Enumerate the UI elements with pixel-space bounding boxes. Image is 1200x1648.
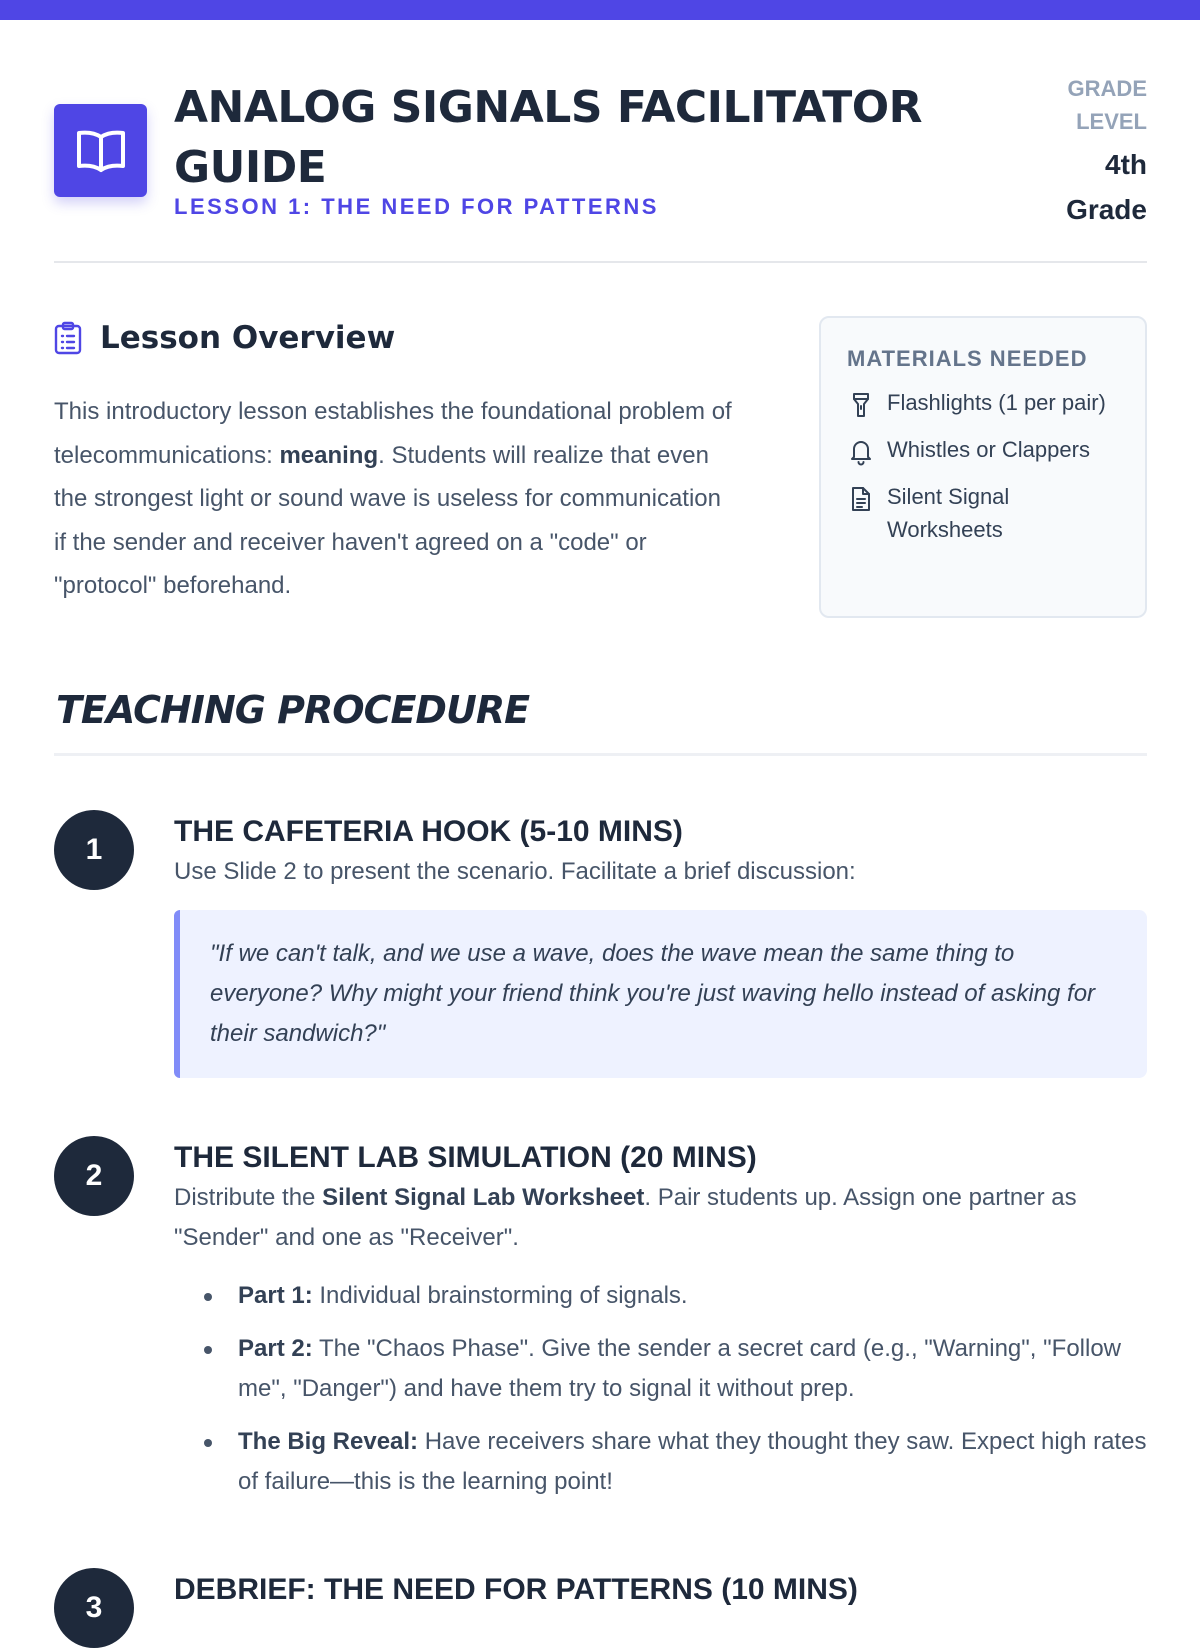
procedure-title: TEACHING PROCEDURE <box>56 688 530 732</box>
overview-title: Lesson Overview <box>100 320 396 356</box>
discussion-quote: "If we can't talk, and we use a wave, does the wave mean the same thing to everyone? Why might your friend think you're just waving hello instead of asking for their sandwich?" <box>174 910 1147 1078</box>
step-title: THE SILENT LAB SIMULATION (20 MINS) <box>174 1141 757 1174</box>
procedure-divider <box>54 753 1147 756</box>
top-accent-bar <box>0 0 1200 20</box>
bell-icon <box>847 439 875 465</box>
step-number-badge: 3 <box>54 1568 134 1648</box>
step-number-badge: 2 <box>54 1136 134 1216</box>
list-item: The Big Reveal: Have receivers share what they thought they saw. Expect high rates of failure—this is the learning point! <box>201 1422 1147 1502</box>
flashlight-icon <box>847 392 875 418</box>
materials-title: MATERIALS NEEDED <box>847 346 1088 371</box>
book-open-icon <box>54 104 147 197</box>
page-header <box>54 72 1147 262</box>
clipboard-list-icon <box>54 320 84 356</box>
grade-level-value: 4th Grade <box>1066 149 1147 225</box>
header-divider <box>54 261 1147 263</box>
step-text: Distribute the Silent Signal Lab Worksheet. Pair students up. Assign one partner as "Sender" and one as "Receiver". <box>174 1184 1077 1251</box>
step-title: THE CAFETERIA HOOK (5-10 MINS) <box>174 815 683 848</box>
material-item <box>847 480 1119 546</box>
material-label: Flashlights (1 per pair) <box>887 390 1106 415</box>
material-label: Whistles or Clappers <box>887 437 1090 462</box>
list-item: Part 2: The "Chaos Phase". Give the sender a secret card (e.g., "Warning", "Follow me", "Danger") and have them try to signal it without prep. <box>201 1329 1147 1409</box>
step-bullet-list <box>174 1276 1147 1502</box>
lesson-subtitle: LESSON 1: THE NEED FOR PATTERNS <box>174 194 659 219</box>
list-item: Part 1: Individual brainstorming of signals. <box>201 1276 1147 1316</box>
page-title: ANALOG SIGNALS FACILITATOR GUIDE <box>174 82 922 193</box>
step-number-badge: 1 <box>54 810 134 890</box>
material-item <box>847 386 1119 419</box>
overview-text: This introductory lesson establishes the foundational problem of telecommunications: meaning. Students will realize that even the strongest light or sound wave is useless for communication if the sender and receiver haven't agreed on a "code" or "protocol" beforehand. <box>54 398 732 599</box>
lesson-overview <box>54 316 734 608</box>
document-icon <box>847 486 875 512</box>
step-title: DEBRIEF: THE NEED FOR PATTERNS (10 MINS) <box>174 1573 858 1606</box>
material-item <box>847 433 1119 466</box>
materials-card <box>819 316 1147 618</box>
step-text: Use Slide 2 to present the scenario. Facilitate a brief discussion: <box>174 858 856 885</box>
grade-level-label: GRADE LEVEL <box>1067 76 1147 134</box>
grade-level <box>1027 72 1147 232</box>
material-label: Silent Signal Worksheets <box>887 484 1010 542</box>
